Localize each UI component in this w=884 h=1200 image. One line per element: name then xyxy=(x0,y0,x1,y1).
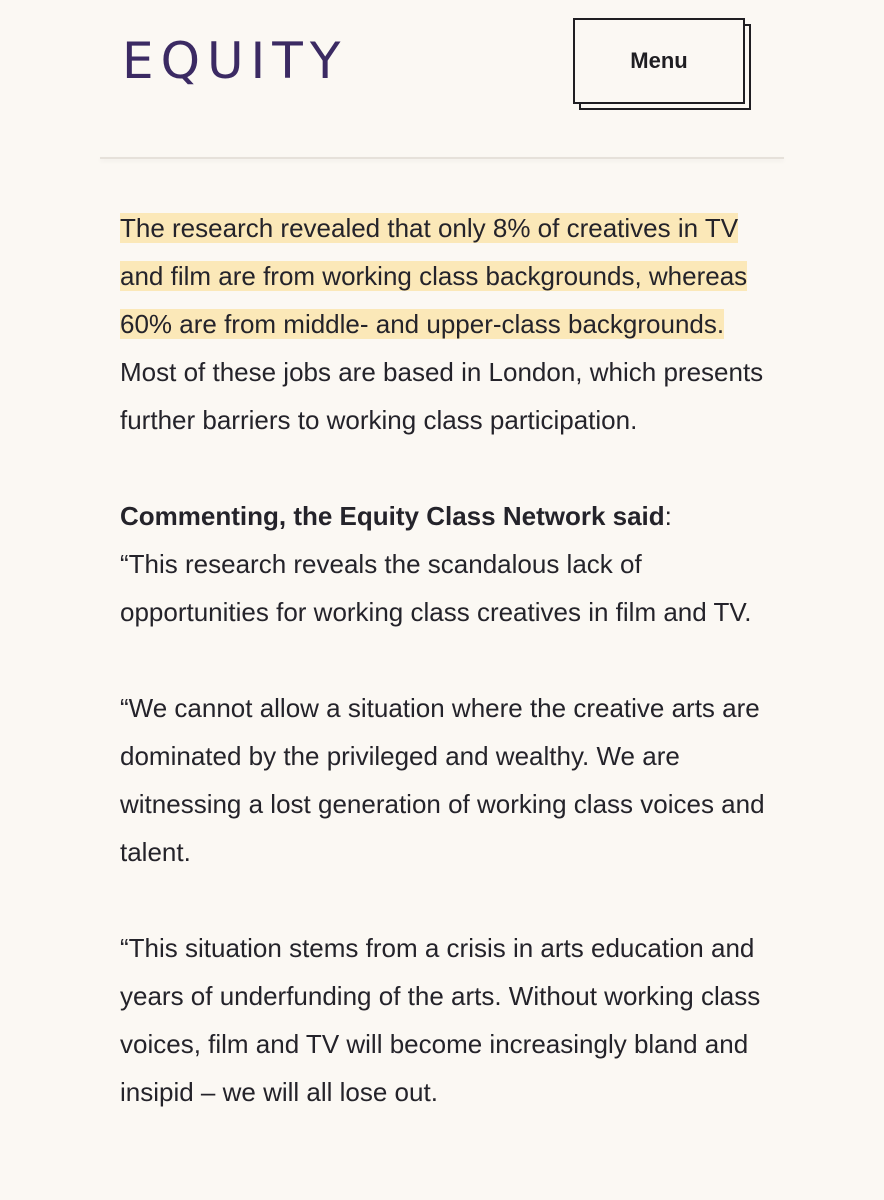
comment-heading-colon: : xyxy=(664,501,672,531)
menu-button[interactable]: Menu xyxy=(573,18,745,104)
paragraph-commenting xyxy=(120,492,780,636)
menu-button-wrapper xyxy=(573,18,757,116)
quote-text: “This research reveals the scandalous lack of opportunities for working class creatives in film and TV. xyxy=(120,549,752,627)
paragraph-quote-2: “We cannot allow a situation where the creative arts are dominated by the privileged and wealthy. We are witnessing a lost generation of working class voices and talent. xyxy=(120,693,765,867)
header-divider xyxy=(100,157,784,159)
paragraph-research xyxy=(120,204,780,444)
comment-heading: Commenting, the Equity Class Network said xyxy=(120,501,665,531)
paragraph-text: Most of these jobs are based in London, which presents further barriers to working class participation. xyxy=(120,357,764,435)
highlighted-text: The research revealed that only 8% of creatives in TV and film are from working class backgrounds, whereas 60% are from middle- and upper-class backgrounds. xyxy=(120,213,748,339)
site-header xyxy=(0,0,884,160)
paragraph-quote-3: “This situation stems from a crisis in arts education and years of underfunding of the arts. Without working class voices, film and TV will become increasingly bland and insipid – we will all lose out. xyxy=(120,933,761,1107)
article-body xyxy=(120,204,780,1164)
equity-logo[interactable]: EQUITY xyxy=(122,32,348,90)
